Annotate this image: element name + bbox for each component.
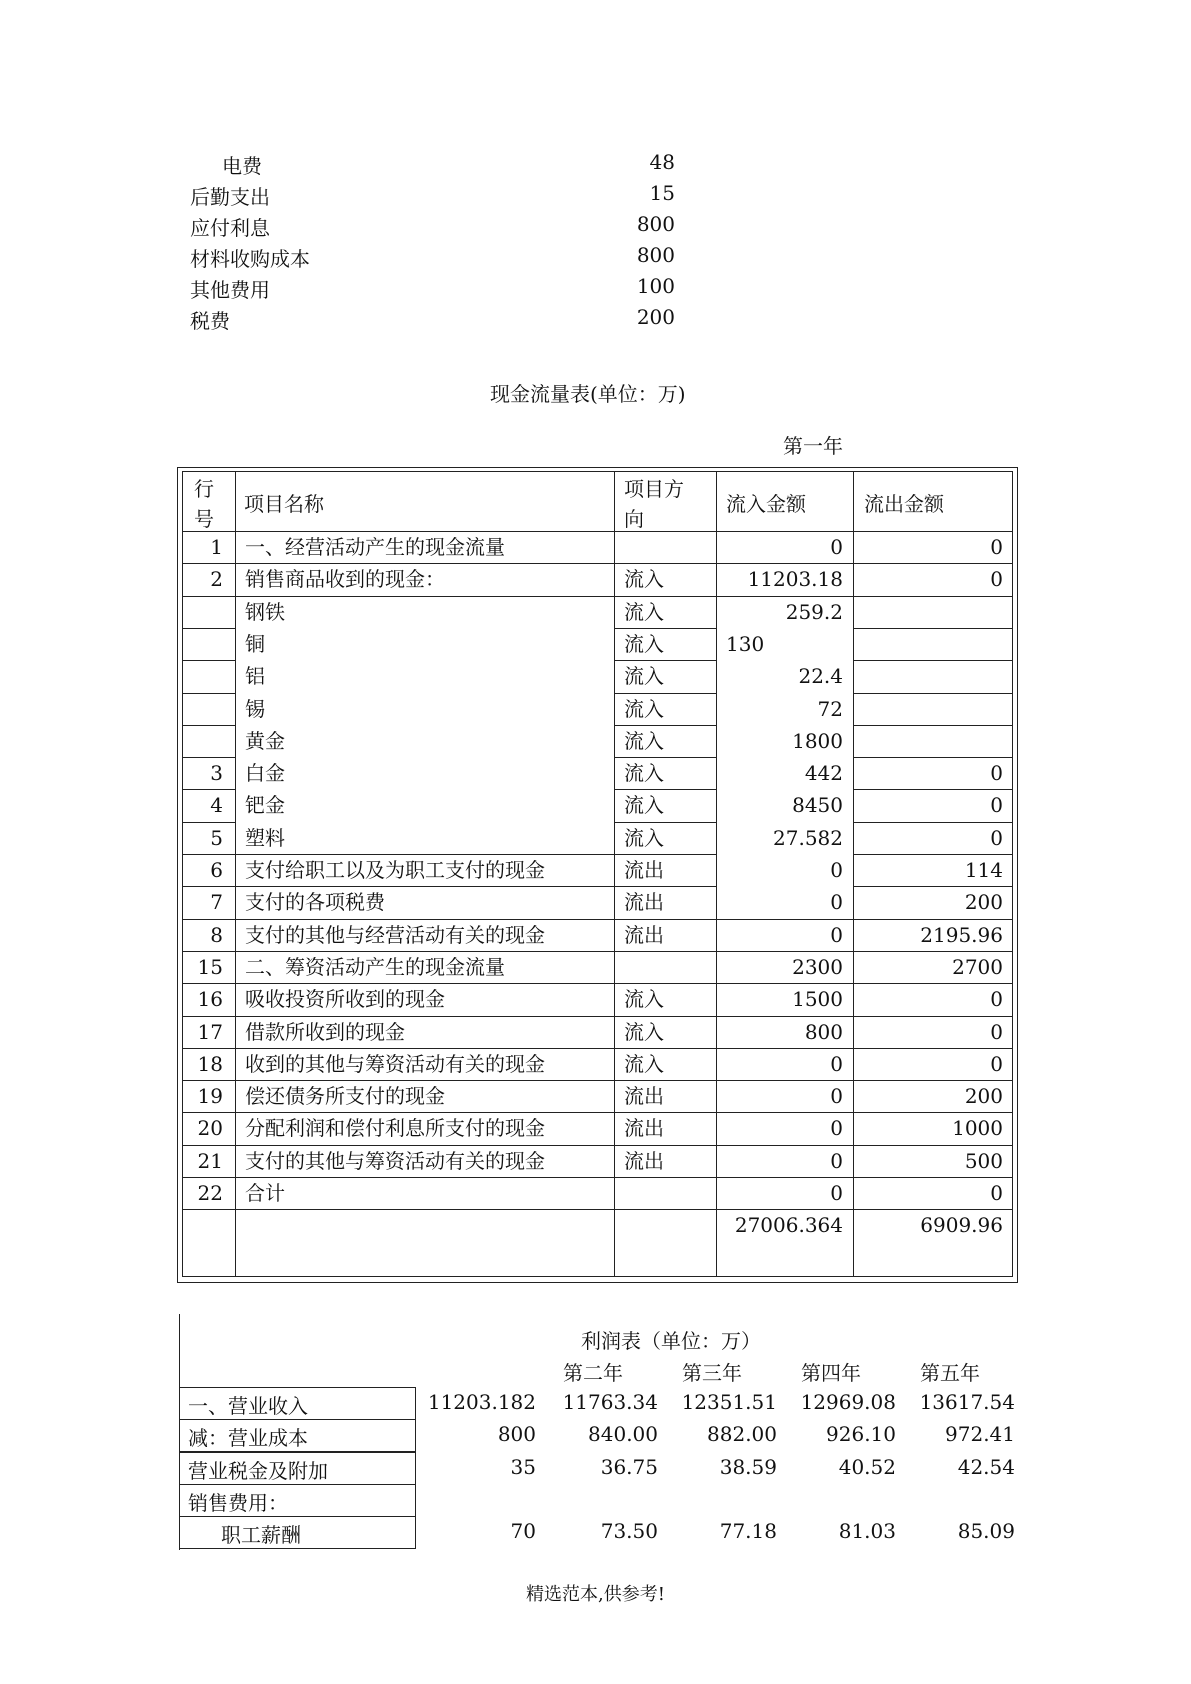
item-name: 支付的其他与经营活动有关的现金 [245,923,545,947]
expense-label: 材料收购成本 [190,247,310,271]
outflow-amount: 2195.96 [920,923,1003,947]
outflow-amount [853,661,1013,691]
outflow-amount: 0 [990,793,1003,817]
profit-value: 85.09 [957,1519,1015,1543]
item-direction: 流入 [624,697,664,721]
outflow-amount: 0 [990,987,1003,1011]
profit-value: 972.41 [945,1422,1015,1446]
expense-row [190,181,675,211]
outflow-amount: 114 [964,858,1003,882]
inflow-amount: 1800 [792,729,843,753]
row-number: 4 [210,793,223,817]
item-name: 钢铁 [245,600,285,624]
row-number: 20 [197,1116,223,1140]
item-name: 铜 [245,632,265,656]
header-direction-2: 向 [624,507,644,531]
item-direction [614,1210,716,1240]
profit-year-header: 第二年 [563,1361,623,1385]
item-direction: 流入 [624,793,664,817]
outflow-amount: 0 [990,1020,1003,1044]
item-name: 黄金 [245,729,285,753]
item-name: 偿还债务所支付的现金 [245,1084,445,1108]
cashflow-table [177,467,1018,1283]
outflow-amount: 2700 [952,955,1003,979]
profit-row-label: 营业税金及附加 [188,1459,328,1483]
item-name: 锡 [245,697,265,721]
item-direction: 流入 [624,761,664,785]
inflow-amount: 2300 [792,955,843,979]
row-number: 3 [210,761,223,785]
profit-value: 35 [510,1455,536,1479]
profit-value: 11763.34 [562,1390,658,1414]
outflow-amount [853,726,1013,756]
outflow-amount: 0 [990,535,1003,559]
profit-value: 36.75 [600,1455,658,1479]
outflow-amount: 0 [990,826,1003,850]
item-direction: 流入 [624,1020,664,1044]
row-number: 6 [210,858,223,882]
item-direction: 流入 [624,729,664,753]
profit-title: 利润表（单位：万） [581,1329,761,1353]
inflow-amount: 0 [830,1149,843,1173]
profit-value: 70 [510,1519,536,1543]
inflow-amount: 0 [830,923,843,947]
inflow-amount: 800 [804,1020,843,1044]
row-number [182,629,235,659]
outflow-amount: 6909.96 [920,1213,1003,1237]
inflow-amount: 0 [830,1116,843,1140]
item-name: 白金 [245,761,285,785]
outflow-amount: 0 [990,567,1003,591]
header-item-name: 项目名称 [244,492,324,516]
expense-value: 15 [649,181,675,205]
item-name: 分配利润和偿付利息所支付的现金 [245,1116,545,1140]
inflow-amount: 22.4 [798,664,843,688]
outflow-amount: 200 [964,890,1003,914]
profit-value: 40.52 [838,1455,896,1479]
inflow-amount: 72 [817,697,843,721]
expense-value: 48 [649,150,675,174]
inflow-amount: 0 [830,1181,843,1205]
expense-row [190,150,675,180]
profit-row-label: 减：营业成本 [188,1426,308,1450]
expense-label: 后勤支出 [190,185,270,209]
cashflow-title: 现金流量表(单位：万) [490,382,686,406]
expense-label: 税费 [190,309,230,333]
item-name: 支付的各项税费 [245,890,385,914]
header-outflow: 流出金额 [864,492,944,516]
row-number: 15 [197,955,223,979]
inflow-amount: 0 [830,858,843,882]
row-number: 21 [197,1149,223,1173]
outflow-amount [853,597,1013,627]
outflow-amount: 0 [990,1052,1003,1076]
profit-value: 42.54 [957,1455,1015,1479]
inflow-amount: 27006.364 [734,1213,843,1237]
inflow-amount: 0 [830,1084,843,1108]
profit-value: 73.50 [600,1519,658,1543]
profit-value: 840.00 [588,1422,658,1446]
item-direction: 流入 [624,567,664,591]
expense-row [190,243,675,273]
inflow-amount: 11203.18 [747,567,843,591]
expense-row [190,305,675,335]
row-number [182,726,235,756]
item-name: 一、经营活动产生的现金流量 [245,535,505,559]
item-direction [614,1178,716,1208]
outflow-amount: 500 [964,1149,1003,1173]
expense-value: 200 [636,305,675,329]
outflow-amount [853,694,1013,724]
item-direction: 流出 [624,858,664,882]
profit-value: 13617.54 [919,1390,1015,1414]
row-number: 5 [210,826,223,850]
item-direction: 流入 [624,987,664,1011]
profit-row-label: 一、营业收入 [188,1394,308,1418]
profit-value: 81.03 [838,1519,896,1543]
outflow-amount [853,629,1013,659]
profit-value: 12969.08 [800,1390,896,1414]
row-number [182,1210,235,1240]
row-number: 22 [197,1181,223,1205]
inflow-amount: 27.582 [773,826,843,850]
item-name: 吸收投资所收到的现金 [245,987,445,1011]
inflow-amount: 1500 [792,987,843,1011]
cashflow-year: 第一年 [783,434,843,458]
inflow-amount: 0 [830,535,843,559]
item-direction: 流入 [624,664,664,688]
expense-value: 800 [636,212,675,236]
item-name: 收到的其他与筹资活动有关的现金 [245,1052,545,1076]
inflow-amount: 0 [830,890,843,914]
expense-label: 电费 [222,154,262,178]
profit-value: 800 [497,1422,536,1446]
row-number: 19 [197,1084,223,1108]
outflow-amount: 200 [964,1084,1003,1108]
inflow-amount: 442 [804,761,843,785]
row-number [182,661,235,691]
header-row-no-1: 行 [194,477,214,501]
profit-value: 11203.182 [427,1390,536,1414]
profit-year-header: 第五年 [920,1361,980,1385]
item-direction: 流入 [624,632,664,656]
row-number: 7 [210,890,223,914]
item-direction: 流出 [624,1084,664,1108]
row-number: 2 [210,567,223,591]
outflow-amount: 1000 [952,1116,1003,1140]
item-name: 铝 [245,664,265,688]
header-row-no-2: 号 [194,507,214,531]
profit-value: 77.18 [719,1519,777,1543]
item-direction [614,532,716,562]
inflow-amount: 8450 [792,793,843,817]
footer-note: 精选范本,供参考! [526,1584,665,1605]
profit-value: 38.59 [719,1455,777,1479]
row-number: 18 [197,1052,223,1076]
expense-row [190,274,675,304]
profit-row-label: 销售费用： [188,1491,288,1515]
item-name: 钯金 [245,793,285,817]
item-name: 二、筹资活动产生的现金流量 [245,955,505,979]
item-name: 支付的其他与筹资活动有关的现金 [245,1149,545,1173]
item-direction: 流入 [624,600,664,624]
item-name: 塑料 [245,826,285,850]
outflow-amount: 0 [990,1181,1003,1205]
outflow-amount: 0 [990,761,1003,785]
profit-year-header: 第四年 [801,1361,861,1385]
row-number: 16 [197,987,223,1011]
item-direction: 流入 [624,826,664,850]
item-name: 合计 [245,1181,285,1205]
item-direction: 流入 [624,1052,664,1076]
row-number: 8 [210,923,223,947]
item-direction: 流出 [624,1149,664,1173]
row-number [182,694,235,724]
item-direction: 流出 [624,1116,664,1140]
expense-label: 应付利息 [190,216,270,240]
profit-value: 12351.51 [681,1390,777,1414]
item-name: 支付给职工以及为职工支付的现金 [245,858,545,882]
inflow-amount: 259.2 [785,600,843,624]
item-name [235,1210,614,1240]
profit-value: 926.10 [826,1422,896,1446]
row-number: 1 [210,535,223,559]
header-direction-1: 项目方 [624,477,684,501]
item-name: 销售商品收到的现金： [245,567,445,591]
profit-value: 882.00 [707,1422,777,1446]
expense-row [190,212,675,242]
item-direction [614,952,716,982]
profit-row-label: 职工薪酬 [221,1523,301,1547]
row-number [182,597,235,627]
row-number: 17 [197,1020,223,1044]
expense-value: 100 [636,274,675,298]
expense-label: 其他费用 [190,278,270,302]
profit-year-header: 第三年 [682,1361,742,1385]
inflow-amount: 130 [726,632,765,656]
inflow-amount: 0 [830,1052,843,1076]
item-direction: 流出 [624,923,664,947]
expense-value: 800 [636,243,675,267]
item-name: 借款所收到的现金 [245,1020,405,1044]
header-inflow: 流入金额 [726,492,806,516]
item-direction: 流出 [624,890,664,914]
